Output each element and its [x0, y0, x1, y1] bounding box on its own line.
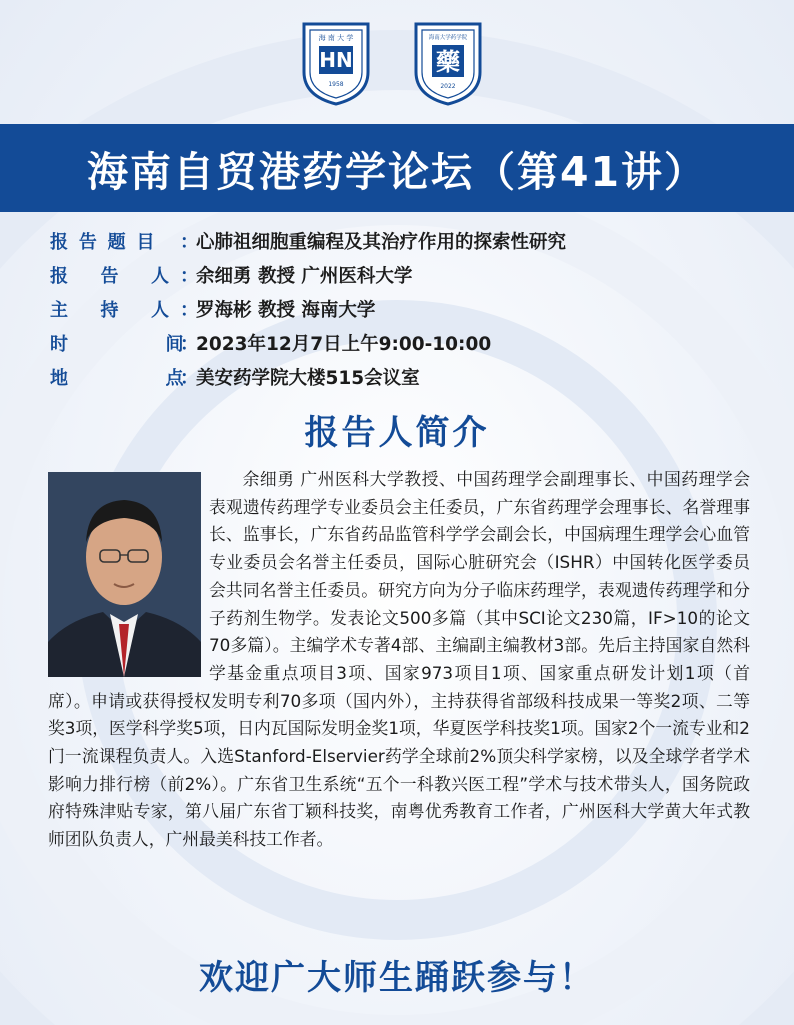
logo-left-top-text: 海 南 大 学 — [318, 34, 354, 42]
event-info — [50, 228, 770, 398]
logo-right-top-text: 海南大学药学院 — [428, 35, 468, 41]
logo-left-year: 1958 — [328, 81, 344, 88]
info-value: 2023年12月7日上午9:00-10:00 — [196, 334, 492, 355]
info-row-time: 时 间 ： 2023年12月7日上午9:00-10:00 — [50, 330, 770, 364]
logo-right-year: 2022 — [440, 83, 456, 90]
speaker-bio — [48, 466, 750, 854]
info-label: 主 持 人 — [50, 300, 170, 321]
info-label: 报 告 题 目 — [50, 232, 155, 253]
info-row-speaker: 报 告 人 ： 余细勇 教授 广州医科大学 — [50, 262, 770, 296]
info-row-topic: 报 告 题 目 ： 心肺祖细胞重编程及其治疗作用的探索性研究 — [50, 228, 770, 262]
info-value: 美安药学院大楼515会议室 — [196, 368, 420, 389]
info-value: 余细勇 教授 广州医科大学 — [196, 266, 413, 287]
logo-row — [0, 20, 794, 110]
info-label: 时 间 — [50, 334, 184, 355]
info-row-host: 主 持 人 ： 罗海彬 教授 海南大学 — [50, 296, 770, 330]
info-value: 罗海彬 教授 海南大学 — [196, 300, 376, 321]
forum-title: 海南自贸港药学论坛（第41讲） — [86, 147, 708, 196]
hainan-university-logo — [300, 20, 372, 106]
info-label: 地 点 — [50, 368, 184, 389]
info-value: 心肺祖细胞重编程及其治疗作用的探索性研究 — [196, 232, 567, 253]
section-title: 报告人简介 — [304, 413, 490, 453]
logo-left-monogram: HN — [319, 48, 353, 72]
logo-right-glyph: 藥 — [436, 48, 460, 76]
bio-text: 余细勇 广州医科大学教授、中国药理学会副理事长、中国药理学会表观遗传药理学专业委员会主任委员，广东省药理学会理事长、名誉理事长、监事长，广东省药品监管科学学会副会长，中国病理生理学会心血管专业委员会名誉主任委员，国际心脏研究会（ISHR）中国转化医学委员会共同名誉主任委员。研究方向为分子临床药理学，表观遗传药理学和分子药剂生物学。发表论文500多篇（其中SCI论文230篇，IF>10的论文70多篇）。主编学术专著4部、主编副主编教材3部。先后主持国家自然科学基金重点项目3项、国家973项目1项、国家重点研发计划1项（首席）。申请或获得授权发明专利70多项（国内外），主持获得省部级科技成果一等奖2项、二等奖3项，医学科学奖5项，日内瓦国际发明金奖1项，华夏医学科技奖1项。国家2个一流专业和2门一流课程负责人。入选Stanford-Elservier药学全球前2%顶尖科学家榜，以及全球学者学术影响力排行榜（前2%）。广东省卫生系统“五个一科教兴医工程”学术与技术带头人，国务院政府特殊津贴专家，第八届广东省丁颖科技奖，南粤优秀教育工作者，广州医科大学黄大年式教师团队负责人，广州最美科技工作者。 — [48, 469, 750, 850]
pharmacy-school-logo — [412, 20, 484, 106]
info-label: 报 告 人 — [50, 266, 170, 287]
title-banner — [0, 124, 794, 212]
info-row-location: 地 点 ： 美安药学院大楼515会议室 — [50, 364, 770, 398]
speaker-photo — [48, 472, 201, 677]
welcome-slogan: 欢迎广大师生踊跃参与！ — [199, 958, 595, 998]
